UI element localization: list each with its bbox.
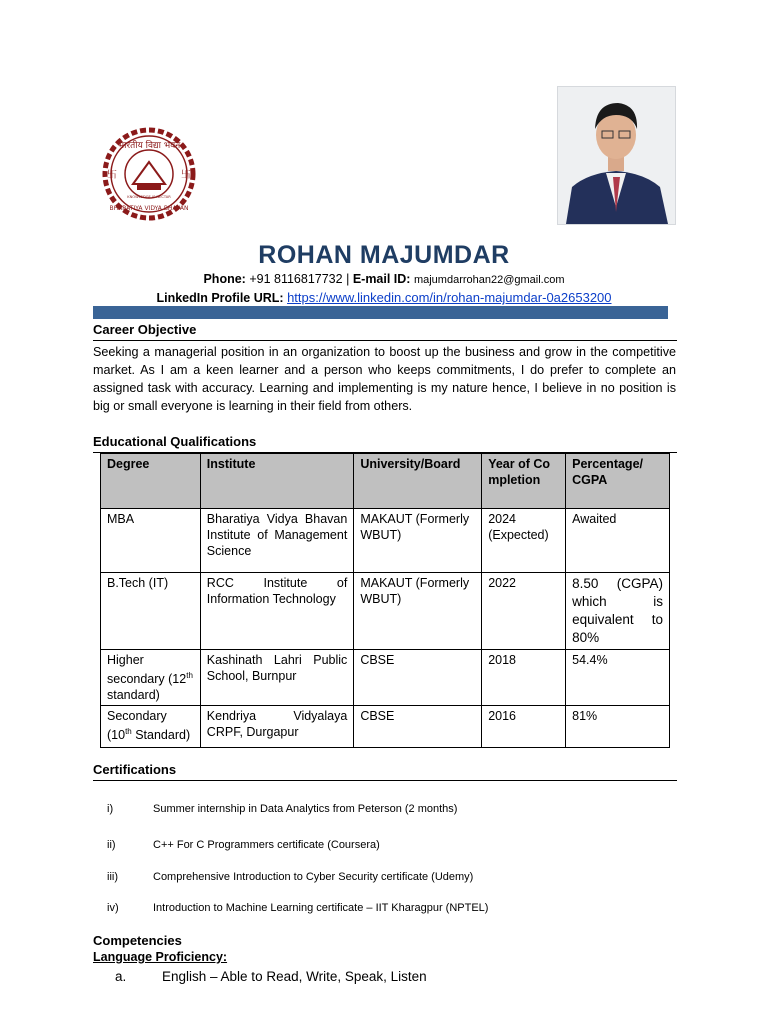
cell-degree: MBA (101, 509, 201, 573)
cell-institute: Kashinath Lahri Public School, Burnpur (200, 650, 354, 706)
cell-institute: RCC Institute of Information Technology (200, 573, 354, 650)
candidate-name: ROHAN MAJUMDAR (258, 241, 510, 269)
career-divider (93, 340, 677, 341)
cert-item: Comprehensive Introduction to Cyber Security certificate (Udemy) (153, 871, 474, 883)
cert-number: i) (107, 803, 114, 815)
profile-photo (557, 86, 676, 225)
cell-board: CBSE (354, 706, 482, 748)
cell-year: 2022 (482, 573, 566, 650)
header-institute: Institute (200, 454, 354, 509)
table-row (101, 573, 670, 650)
cell-degree: Secondary (10th Standard) (101, 706, 201, 748)
logo-top-text: भारतीय विद्या भवन (117, 141, 181, 151)
linkedin-label: LinkedIn Profile URL: (156, 291, 284, 305)
cell-board: MAKAUT (Formerly WBUT) (354, 573, 482, 650)
email-label: E-mail ID: (352, 272, 411, 286)
cell-score: 54.4% (566, 650, 670, 706)
phone-number: +91 8116817732 (249, 272, 343, 286)
education-title: Educational Qualifications (93, 434, 257, 449)
logo-motto: KNOWLEDGE IS NECTAR (127, 195, 171, 199)
language-proficiency-title: Language Proficiency: (93, 950, 228, 964)
header-year: Year of Completion (482, 454, 566, 509)
competencies-title: Competencies (93, 933, 182, 948)
language-item: English – Able to Read, Write, Speak, Listen (162, 969, 427, 984)
cell-institute: Kendriya Vidyalaya CRPF, Durgapur (200, 706, 354, 748)
career-objective-text: Seeking a managerial position in an organization to boost up the business and grow in the competitive market. As I am a keen learner and a person who keeps commitments, I do prefer to complete an assigned task with accuracy. Learning and implementing is my nature hence, I believe in no position is big or small everyone is learning in their field from others. (93, 345, 676, 413)
header-degree: Degree (101, 454, 201, 509)
cell-degree: B.Tech (IT) (101, 573, 201, 650)
cell-institute: Bharatiya Vidya Bhavan Institute of Management Science (200, 509, 354, 573)
college-logo (93, 124, 205, 224)
svg-text:卐: 卐 (107, 170, 117, 181)
cell-year: 2018 (482, 650, 566, 706)
cert-item: Introduction to Machine Learning certificate – IIT Kharagpur (NPTEL) (153, 902, 489, 914)
linkedin-line (0, 290, 768, 305)
header-university: University/Board (354, 454, 482, 509)
table-row (101, 509, 670, 573)
language-number: a. (115, 969, 127, 984)
linkedin-link[interactable]: https://www.linkedin.com/in/rohan-majumdar-0a2653200 (287, 290, 612, 305)
svg-text:卐: 卐 (181, 170, 191, 181)
education-table (100, 453, 670, 748)
contact-line (0, 272, 768, 286)
cert-number: iii) (107, 871, 118, 883)
phone-label: Phone: (203, 272, 246, 286)
table-row (101, 706, 670, 748)
cert-item: Summer internship in Data Analytics from Peterson (2 months) (153, 803, 458, 815)
cell-score: Awaited (566, 509, 670, 573)
cell-board: MAKAUT (Formerly WBUT) (354, 509, 482, 573)
table-row (101, 650, 670, 706)
certifications-divider (93, 780, 677, 781)
cert-number: iv) (107, 902, 119, 914)
cell-year: 2016 (482, 706, 566, 748)
career-objective-title: Career Objective (93, 322, 197, 337)
cell-year: 2024 (Expected) (482, 509, 566, 573)
cell-score: 8.50 (CGPA) which is equivalent to 80% (566, 573, 670, 650)
certifications-title: Certifications (93, 762, 177, 777)
cell-score: 81% (566, 706, 670, 748)
cert-item: C++ For C Programmers certificate (Coursera) (153, 839, 380, 851)
cell-board: CBSE (354, 650, 482, 706)
logo-bottom-text: BHARATIYA VIDYA BHAVAN (109, 205, 189, 212)
header-percentage: Percentage/ CGPA (566, 454, 670, 509)
table-header-row (101, 454, 670, 509)
cell-degree: Higher secondary (12th standard) (101, 650, 201, 706)
separator: | (346, 272, 350, 286)
email-address[interactable]: majumdarrohan22@gmail.com (413, 274, 565, 286)
header-divider-bar (93, 306, 668, 319)
cert-number: ii) (107, 839, 116, 851)
